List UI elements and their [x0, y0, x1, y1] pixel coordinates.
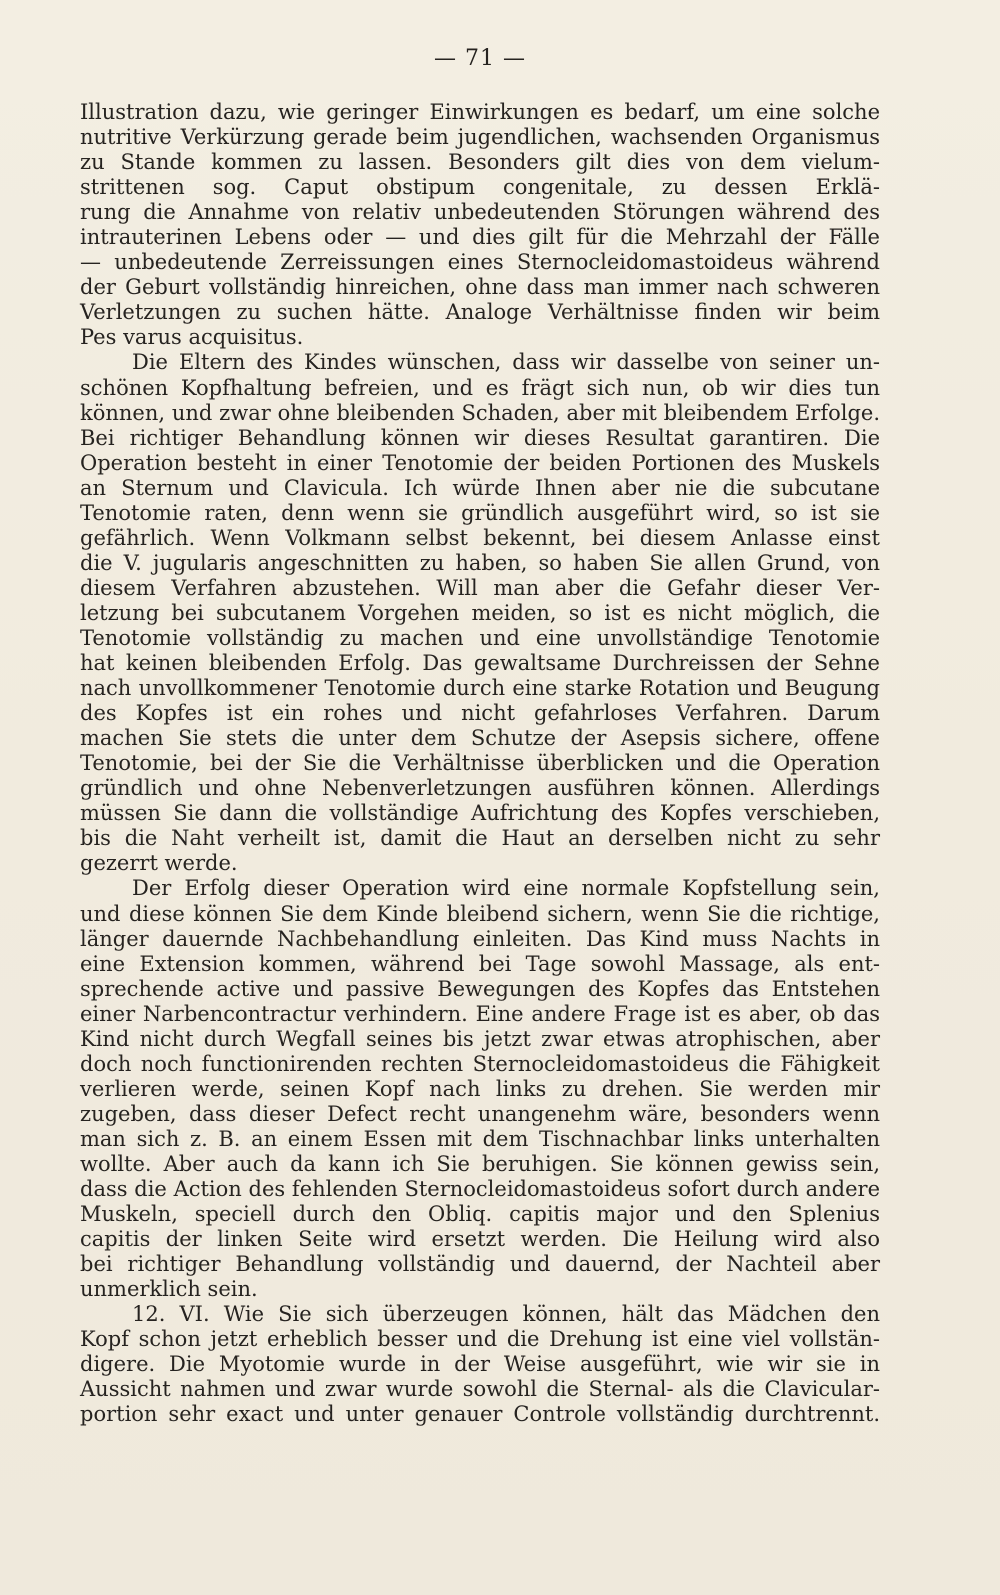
text-line: zu Stande kommen zu lassen. Besonders gilt dies von dem vielum- — [80, 150, 880, 175]
text-line: des Kopfes ist ein rohes und nicht gefahrloses Verfahren. Darum — [80, 701, 880, 726]
text-line: können, und zwar ohne bleibenden Schaden, aber mit bleibendem Erfolge. — [80, 400, 880, 425]
text-line: die V. jugularis angeschnitten zu haben, so haben Sie allen Grund, von — [80, 550, 880, 575]
page-number: — 71 — — [434, 46, 526, 71]
text-line: doch noch functionirenden rechten Sternocleidomastoideus die Fähigkeit — [80, 1051, 880, 1076]
text-line: Aussicht nahmen und zwar wurde sowohl die Sternal- als die Clavicular- — [80, 1377, 880, 1402]
text-line: Kopf schon jetzt erheblich besser und die Drehung ist eine viel vollstän- — [80, 1327, 880, 1352]
text-line: portion sehr exact und unter genauer Controle vollständig durchtrennt. — [80, 1402, 880, 1427]
text-line: gründlich und ohne Nebenverletzungen ausführen können. Allerdings — [80, 776, 880, 801]
text-line: gezerrt werde. — [80, 851, 238, 876]
text-line: zugeben, dass dieser Defect recht unangenehm wäre, besonders wenn — [80, 1101, 880, 1126]
text-line: nach unvollkommener Tenotomie durch eine starke Rotation und Beugung — [80, 676, 880, 701]
text-line: Operation besteht in einer Tenotomie der beiden Portionen des Muskels — [80, 450, 880, 475]
text-line: und diese können Sie dem Kinde bleibend sichern, wenn Sie die richtige, — [80, 901, 880, 926]
text-line: Der Erfolg dieser Operation wird eine normale Kopfstellung sein, — [132, 876, 880, 901]
text-line: Tenotomie vollständig zu machen und eine unvollständige Tenotomie — [80, 625, 880, 650]
text-line: 12. VI. Wie Sie sich überzeugen können, hält das Mädchen den — [132, 1302, 880, 1327]
text-line: rung die Annahme von relativ unbedeutenden Störungen während des — [80, 200, 880, 225]
text-line: gefährlich. Wenn Volkmann selbst bekennt, bei diesem Anlasse einst — [80, 525, 880, 550]
text-line: Tenotomie raten, denn wenn sie gründlich ausgeführt wird, so ist sie — [80, 500, 880, 525]
text-line: länger dauernde Nachbehandlung einleiten. Das Kind muss Nachts in — [80, 926, 880, 951]
text-line: verlieren werde, seinen Kopf nach links zu drehen. Sie werden mir — [80, 1076, 880, 1101]
text-line: hat keinen bleibenden Erfolg. Das gewaltsame Durchreissen der Sehne — [80, 651, 880, 676]
text-line: wollte. Aber auch da kann ich Sie beruhigen. Sie können gewiss sein, — [80, 1151, 880, 1176]
text-line: strittenen sog. Caput obstipum congenitale, zu dessen Erklä- — [80, 175, 880, 200]
text-line: nutritive Verkürzung gerade beim jugendlichen, wachsenden Organismus — [80, 125, 880, 150]
text-line: einer Narbencontractur verhindern. Eine andere Frage ist es aber, ob das — [80, 1001, 880, 1026]
text-line: Bei richtiger Behandlung können wir dieses Resultat garantiren. Die — [80, 425, 880, 450]
text-line: Tenotomie, bei der Sie die Verhältnisse überblicken und die Operation — [80, 751, 880, 776]
text-line: Kind nicht durch Wegfall seines bis jetzt zwar etwas atrophischen, aber — [80, 1026, 880, 1051]
body-text — [80, 100, 880, 1427]
text-line: letzung bei subcutanem Vorgehen meiden, so ist es nicht möglich, die — [80, 600, 880, 625]
text-line: Muskeln, speciell durch den Obliq. capitis major und den Splenius — [80, 1202, 880, 1227]
text-line: schönen Kopfhaltung befreien, und es frägt sich nun, ob wir dies tun — [80, 375, 880, 400]
text-line: man sich z. B. an einem Essen mit dem Tischnachbar links unterhalten — [80, 1126, 880, 1151]
text-line: Die Eltern des Kindes wünschen, dass wir dasselbe von seiner un- — [132, 350, 880, 375]
text-line: eine Extension kommen, während bei Tage sowohl Massage, als ent- — [80, 951, 880, 976]
text-line: müssen Sie dann die vollständige Aufrichtung des Kopfes verschieben, — [80, 801, 880, 826]
text-line: machen Sie stets die unter dem Schutze der Asepsis sichere, offene — [80, 726, 880, 751]
text-line: an Sternum und Clavicula. Ich würde Ihnen aber nie die subcutane — [80, 475, 880, 500]
text-line: Illustration dazu, wie geringer Einwirkungen es bedarf, um eine solche — [80, 100, 880, 124]
text-line: bis die Naht verheilt ist, damit die Haut an derselben nicht zu sehr — [80, 826, 880, 851]
text-line: dass die Action des fehlenden Sternocleidomastoideus sofort durch andere — [80, 1177, 880, 1202]
text-line: Pes varus acquisitus. — [80, 325, 304, 350]
text-line: capitis der linken Seite wird ersetzt werden. Die Heilung wird also — [80, 1227, 880, 1252]
text-line: der Geburt vollständig hinreichen, ohne dass man immer nach schweren — [80, 275, 880, 300]
text-line: diesem Verfahren abzustehen. Will man aber die Gefahr dieser Ver- — [80, 575, 880, 600]
text-line: intrauterinen Lebens oder — und dies gilt für die Mehrzahl der Fälle — [80, 225, 880, 250]
text-line: sprechende active und passive Bewegungen des Kopfes das Entstehen — [80, 976, 880, 1001]
text-line: bei richtiger Behandlung vollständig und dauernd, der Nachteil aber — [80, 1252, 880, 1277]
text-line: digere. Die Myotomie wurde in der Weise ausgeführt, wie wir sie in — [80, 1352, 880, 1377]
text-line: Verletzungen zu suchen hätte. Analoge Verhältnisse finden wir beim — [80, 300, 880, 325]
text-line: — unbedeutende Zerreissungen eines Sternocleidomastoideus während — [80, 250, 880, 275]
text-line: unmerklich sein. — [80, 1277, 258, 1302]
